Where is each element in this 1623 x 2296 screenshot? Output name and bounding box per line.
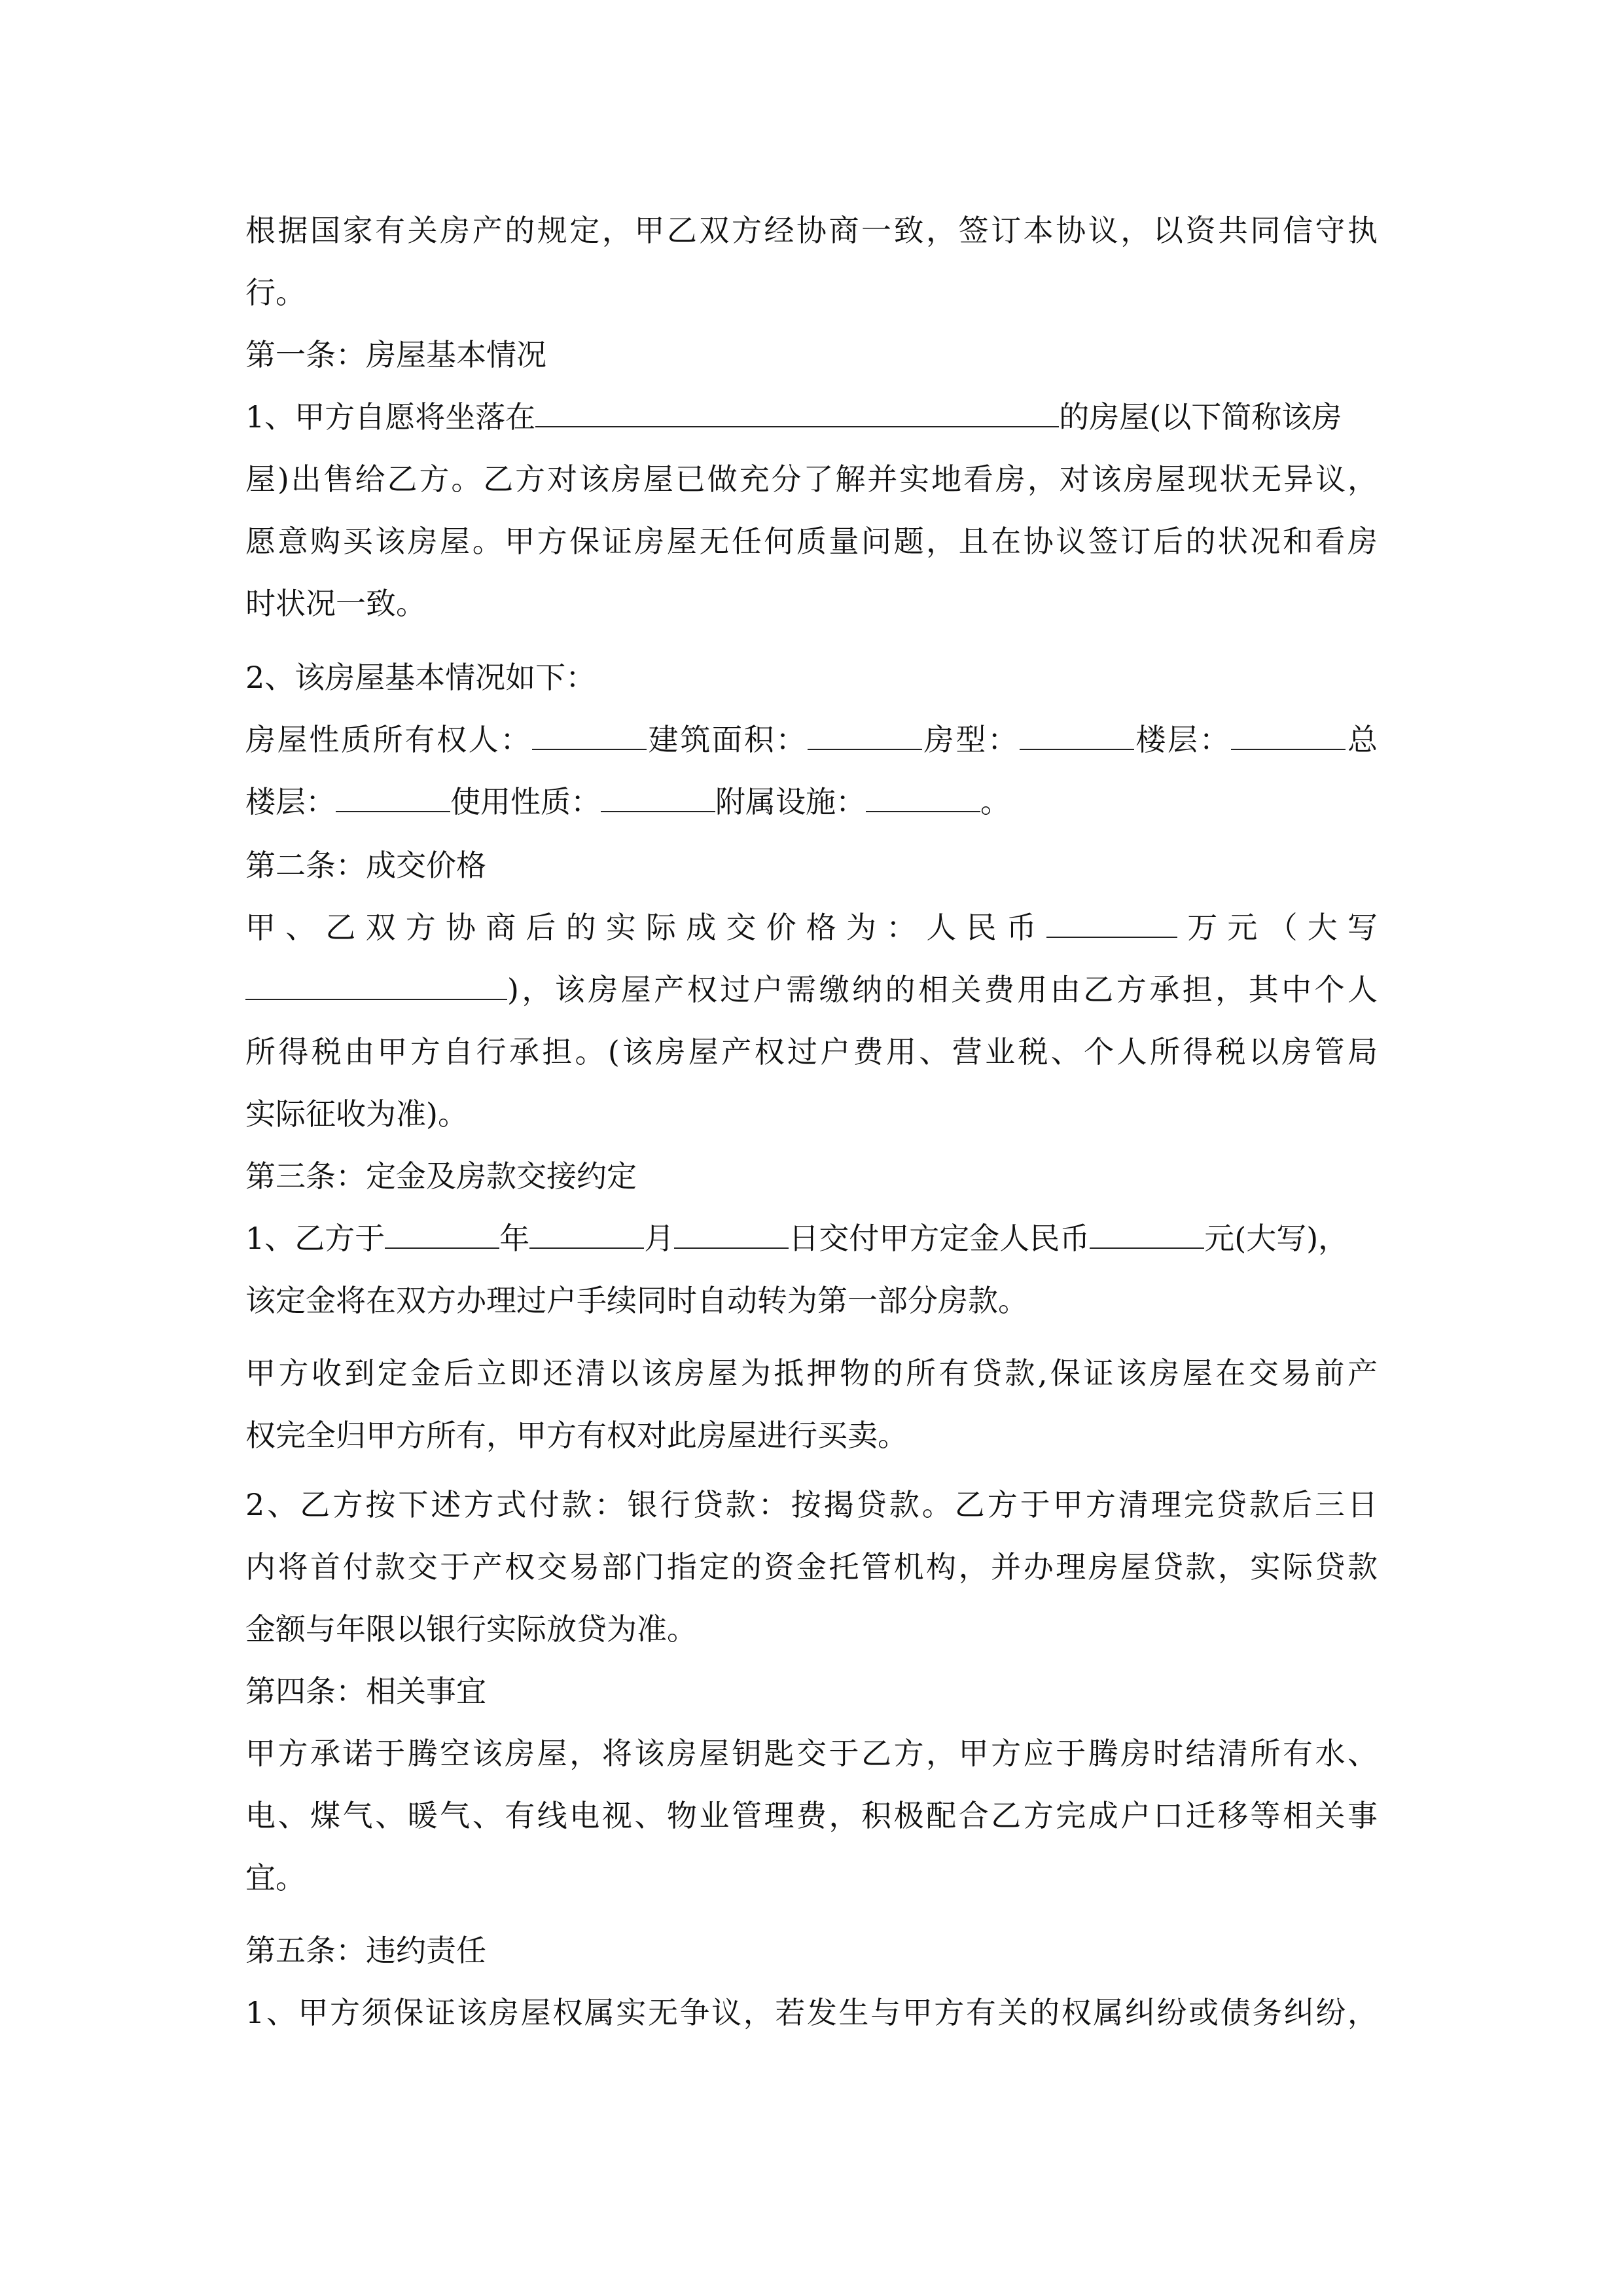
article-2-line-2-text: )，该房屋产权过户需缴纳的相关费用由乙方承担，其中个人 bbox=[507, 972, 1378, 1007]
article-1-item-1-line-1 bbox=[245, 391, 1342, 443]
article-4-line-1: 甲方承诺于腾空该房屋，将该房屋钥匙交于乙方，甲方应于腾房时结清所有水、 bbox=[245, 1736, 1378, 1771]
use-label: 使用性质： bbox=[450, 784, 601, 819]
article-2-line-3: 所得税由甲方自行承担。(该房屋产权过户费用、营业税、个人所得税以房管局 bbox=[245, 1034, 1378, 1069]
facility-blank bbox=[866, 785, 980, 812]
type-label: 房型： bbox=[922, 722, 1020, 757]
deposit-unit: 元(大写)， bbox=[1204, 1221, 1349, 1256]
price-words-blank bbox=[245, 973, 507, 1000]
type-blank bbox=[1020, 723, 1134, 750]
total-floor-blank bbox=[336, 785, 450, 812]
preamble-line-2: 行。 bbox=[245, 275, 306, 310]
article-1-title: 第一条：房屋基本情况 bbox=[245, 337, 546, 372]
year-label: 年 bbox=[499, 1221, 530, 1256]
article-1-item-1-line-3: 愿意购买该房屋。甲方保证房屋无任何质量问题，且在协议签订后的状况和看房 bbox=[245, 524, 1378, 559]
location-blank bbox=[535, 400, 1059, 427]
article-2-line-1 bbox=[245, 901, 1378, 954]
deposit-label: 日交付甲方定金人民币 bbox=[789, 1221, 1090, 1256]
use-blank bbox=[601, 785, 715, 812]
article-3-para-line-1: 甲方收到定金后立即还清以该房屋为抵押物的所有贷款,保证该房屋在交易前产 bbox=[245, 1355, 1378, 1391]
deposit-prefix: 1、乙方于 bbox=[245, 1221, 385, 1256]
total-label-part-1: 总 bbox=[1346, 722, 1378, 757]
owner-blank bbox=[532, 723, 647, 750]
deposit-blank bbox=[1090, 1221, 1204, 1249]
article-2-line-2 bbox=[245, 963, 1378, 1016]
article-4-line-3: 宜。 bbox=[245, 1860, 306, 1895]
article-3-para-line-2: 权完全归甲方所有，甲方有权对此房屋进行买卖。 bbox=[245, 1418, 908, 1453]
price-unit: 万元（大写 bbox=[1177, 910, 1378, 945]
house-info-line-2 bbox=[245, 776, 1010, 828]
article-3-item-1-line-1 bbox=[245, 1212, 1348, 1265]
article-5-line-1: 1、甲方须保证该房屋权属实无争议，若发生与甲方有关的权属纠纷或债务纠纷， bbox=[245, 1995, 1378, 2030]
article-5-title: 第五条：违约责任 bbox=[245, 1933, 486, 1968]
item-1-suffix: 的房屋(以下简称该房 bbox=[1059, 399, 1342, 435]
item-1-prefix: 1、甲方自愿将坐落在 bbox=[245, 399, 536, 435]
article-3-item-1-line-2: 该定金将在双方办理过户手续同时自动转为第一部分房款。 bbox=[245, 1283, 1028, 1318]
article-3-item-2-line-2: 内将首付款交于产权交易部门指定的资金托管机构，并办理房屋贷款，实际贷款 bbox=[245, 1549, 1378, 1585]
area-blank bbox=[808, 723, 922, 750]
total-label-part-2: 楼层： bbox=[245, 784, 336, 819]
area-label: 建筑面积： bbox=[647, 722, 808, 757]
floor-label: 楼层： bbox=[1133, 722, 1232, 757]
article-3-item-2-line-3: 金额与年限以银行实际放贷为准。 bbox=[245, 1611, 697, 1647]
price-label: 甲、乙双方协商后的实际成交价格为：人民币 bbox=[245, 910, 1046, 945]
article-3-title: 第三条：定金及房款交接约定 bbox=[245, 1158, 637, 1194]
house-info-line-1 bbox=[245, 713, 1378, 766]
article-1-item-2: 2、该房屋基本情况如下： bbox=[245, 660, 596, 695]
day-blank bbox=[674, 1221, 789, 1249]
article-1-item-1-line-4: 时状况一致。 bbox=[245, 586, 426, 621]
article-3-item-2-line-1: 2、乙方按下述方式付款：银行贷款：按揭贷款。乙方于甲方清理完贷款后三日 bbox=[245, 1487, 1378, 1522]
article-4-title: 第四条：相关事宜 bbox=[245, 1674, 486, 1709]
facility-label: 附属设施： bbox=[715, 784, 866, 819]
floor-blank bbox=[1231, 723, 1346, 750]
article-2-line-4: 实际征收为准)。 bbox=[245, 1096, 468, 1132]
owner-label: 房屋性质所有权人： bbox=[245, 722, 532, 757]
info-end: 。 bbox=[980, 784, 1010, 819]
preamble-line-1: 根据国家有关房产的规定，甲乙双方经协商一致，签订本协议，以资共同信守执 bbox=[245, 213, 1378, 248]
month-label: 月 bbox=[644, 1221, 675, 1256]
article-1-item-1-line-2: 屋)出售给乙方。乙方对该房屋已做充分了解并实地看房，对该房屋现状无异议， bbox=[245, 461, 1378, 497]
month-blank bbox=[529, 1221, 644, 1249]
year-blank bbox=[385, 1221, 499, 1249]
article-2-title: 第二条：成交价格 bbox=[245, 848, 486, 883]
price-blank bbox=[1046, 910, 1177, 938]
article-4-line-2: 电、煤气、暖气、有线电视、物业管理费，积极配合乙方完成户口迁移等相关事 bbox=[245, 1798, 1378, 1833]
